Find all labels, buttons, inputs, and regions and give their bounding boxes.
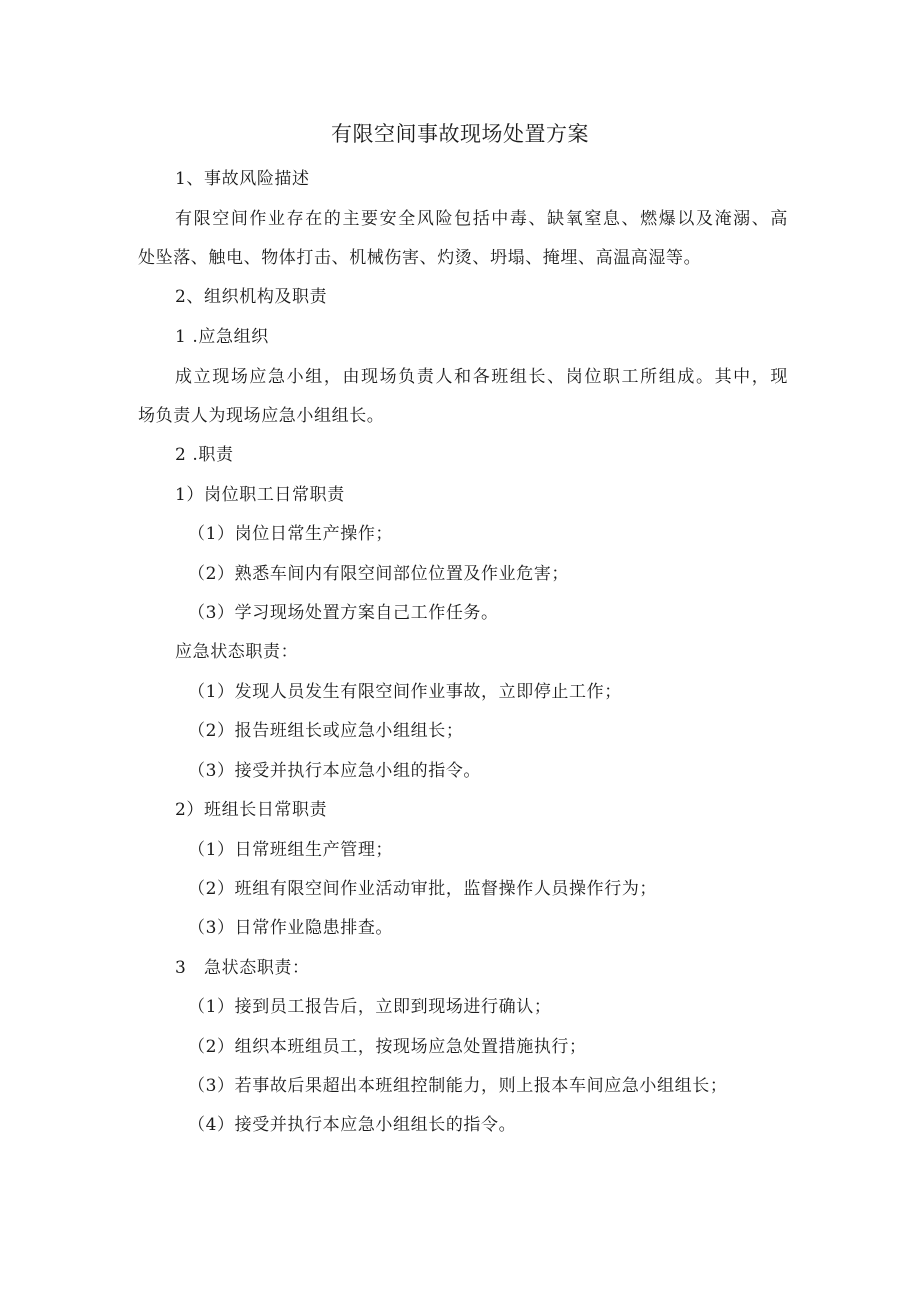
list-item: （1）接到员工报告后，立即到现场进行确认；	[188, 997, 552, 1017]
subsection-heading: 2 .职责	[175, 445, 234, 465]
paragraph-line: 有限空间作业存在的主要安全风险包括中毒、缺氧窒息、燃爆以及淹溺、高	[175, 209, 788, 229]
list-heading: 3 急状态职责：	[175, 958, 310, 978]
list-item: （1）岗位日常生产操作；	[188, 524, 394, 544]
paragraph-line: 成立现场应急小组，由现场负责人和各班组长、岗位职工所组成。其中，现	[175, 367, 788, 387]
list-item: （4）接受并执行本应急小组组长的指令。	[188, 1115, 517, 1135]
list-heading: 2）班组长日常职责	[175, 800, 328, 820]
subsection-heading: 1 .应急组织	[175, 327, 269, 347]
list-item: （3）若事故后果超出本班组控制能力，则上报本车间应急小组组长；	[188, 1076, 728, 1096]
list-item: （2）班组有限空间作业活动审批，监督操作人员操作行为；	[188, 879, 658, 899]
list-item: （2）报告班组长或应急小组组长；	[188, 721, 464, 741]
list-item: （3）接受并执行本应急小组的指令。	[188, 761, 482, 781]
paragraph-line: 场负责人为现场应急小组组长。	[138, 406, 385, 426]
list-item: （1）日常班组生产管理；	[188, 840, 394, 860]
section-heading-organization: 2、组织机构及职责	[175, 287, 328, 307]
list-item: （3）日常作业隐患排查。	[188, 918, 394, 938]
document-title: 有限空间事故现场处置方案	[331, 122, 589, 146]
list-heading: 1）岗位职工日常职责	[175, 485, 345, 505]
list-item: （2）组织本班组员工，按现场应急处置措施执行；	[188, 1037, 587, 1057]
section-heading-risk: 1、事故风险描述	[175, 169, 310, 189]
paragraph-line: 处坠落、触电、物体打击、机械伤害、灼烫、坍塌、掩埋、高温高湿等。	[138, 248, 702, 268]
list-heading: 应急状态职责：	[175, 642, 299, 662]
list-item: （2）熟悉车间内有限空间部位位置及作业危害；	[188, 564, 570, 584]
list-item: （1）发现人员发生有限空间作业事故，立即停止工作；	[188, 682, 622, 702]
list-item: （3）学习现场处置方案自己工作任务。	[188, 603, 499, 623]
